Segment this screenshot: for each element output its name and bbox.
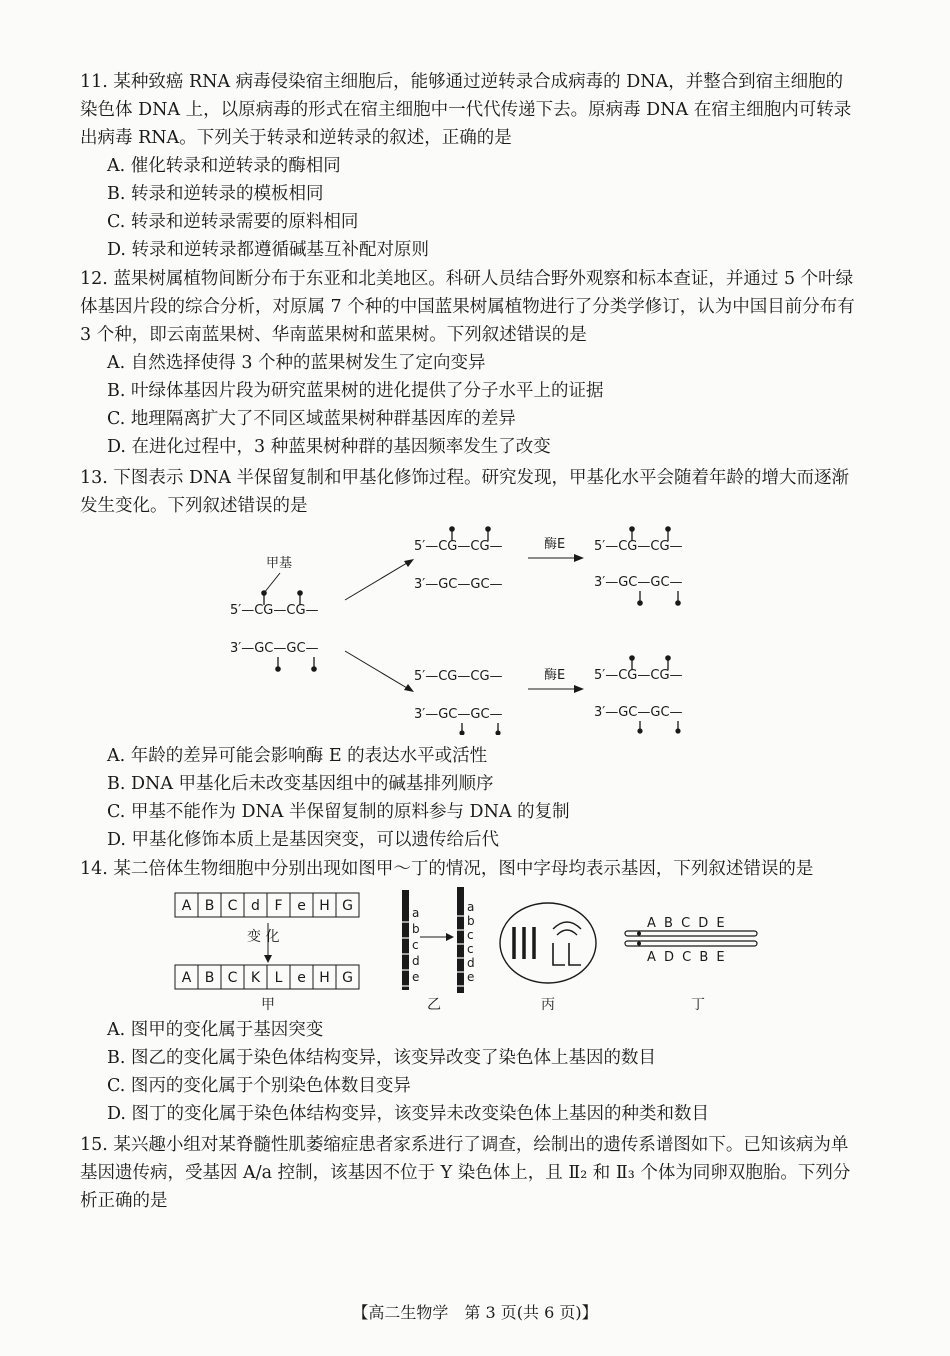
chromosome-gene-letter: e (412, 970, 420, 984)
jia-after-gene-row (175, 965, 359, 989)
question-13-option-b: B. DNA 甲基化后未改变基因组中的碱基排列顺序 (107, 774, 494, 794)
question-14-options (80, 1016, 860, 1128)
daughter2-strand-top: 5′—CG—CG— (414, 669, 503, 684)
gene-letter: d (251, 898, 260, 914)
chromosome-gene-letter: d (467, 956, 475, 970)
chromosome-gene-letter: c (467, 942, 474, 956)
question-14-option-a: A. 图甲的变化属于基因突变 (107, 1020, 324, 1040)
question-12-stem: 12. 蓝果树属植物间断分布于东亚和北美地区。科研人员结合野外观察和标本查证，并通过 5 个叶绿体基因片段的综合分析，对原属 7 个种的中国蓝果树属植物进行了分类学修订，认为中国目前分布有 3 个种，即云南蓝果树、华南蓝果树和蓝果树。下列叙述错误的是 (80, 269, 855, 345)
question-11-option-c: C. 转录和逆转录需要的原料相同 (107, 212, 359, 232)
gene-letter: A (181, 970, 192, 986)
gene-letter: C (227, 898, 238, 914)
daughter1-strand-bottom: 3′—GC—GC— (414, 577, 503, 592)
question-14-option-c: C. 图丙的变化属于个别染色体数目变异 (107, 1076, 411, 1096)
jia-before-gene-row (175, 893, 359, 917)
question-14-option-b: B. 图乙的变化属于染色体结构变异，该变异改变了染色体上基因的数目 (107, 1048, 656, 1068)
daughter2-strand-bottom: 3′—GC—GC— (414, 707, 503, 722)
question-14 (80, 855, 860, 883)
gene-letter: e (297, 970, 306, 986)
gene-letter: G (342, 970, 353, 986)
gene-letter: B (204, 898, 215, 914)
chromosome-gene-letter: c (467, 928, 474, 942)
daughter1-strand-top: 5′—CG—CG— (414, 539, 503, 554)
chromosome-gene-letter: e (467, 970, 475, 984)
gene-letter: A (181, 898, 192, 914)
question-14-option-d: D. 图丁的变化属于染色体结构变异，该变异未改变染色体上基因的种类和数目 (107, 1104, 710, 1124)
chromosome-gene-letter: d (412, 954, 420, 968)
question-11-option-a: A. 催化转录和逆转录的酶相同 (107, 156, 341, 176)
question-11-stem: 11. 某种致癌 RNA 病毒侵染宿主细胞后，能够通过逆转录合成病毒的 DNA，并整合到宿主细胞的染色体 DNA 上，以原病毒的形式在宿主细胞中一代代传递下去。原病毒 DNA 在宿主细胞内可转录出病毒 RNA。下列关于转录和逆转录的叙述，正确的是 (80, 72, 852, 148)
question-14-stem: 14. 某二倍体生物细胞中分别出现如图甲～丁的情况，图中字母均表示基因，下列叙述错误的是 (80, 859, 814, 879)
gene-letter: H (319, 970, 330, 986)
question-13-options (80, 742, 860, 854)
question-12-option-a: A. 自然选择使得 3 个种的蓝果树发生了定向变异 (107, 353, 486, 373)
question-12 (80, 265, 860, 461)
result1-strand-top: 5′—CG—CG— (594, 539, 683, 554)
question-13-option-d: D. 甲基化修饰本质上是基因突变，可以遗传给后代 (107, 830, 500, 850)
question-15 (80, 1131, 860, 1215)
gene-letter: K (250, 970, 261, 986)
question-12-option-d: D. 在进化过程中，3 种蓝果树种群的基因频率发生了改变 (107, 437, 551, 457)
chromosome-gene-letter: b (412, 922, 420, 936)
chromosome-gene-letter: c (412, 938, 419, 952)
label-ding: 丁 (691, 997, 705, 1013)
gene-letter: e (297, 898, 306, 914)
ding-bottom-chromosome (625, 941, 757, 946)
chromosome-gene-letter: a (467, 900, 475, 914)
label-bing: 丙 (541, 997, 555, 1013)
question-13-stem: 13. 下图表示 DNA 半保留复制和甲基化修饰过程。研究发现，甲基化水平会随着年龄的增大而逐渐发生变化。下列叙述错误的是 (80, 468, 849, 516)
yi-right-chromosome (457, 887, 464, 993)
yi-left-chromosome (402, 890, 409, 990)
question-11 (80, 68, 860, 264)
enzyme-label-bottom: 酶E (544, 668, 566, 683)
question-11-option-b: B. 转录和逆转录的模板相同 (107, 184, 324, 204)
gene-letter: G (342, 898, 353, 914)
ding-bottom-genes: A D C B E (647, 950, 727, 965)
question-13 (80, 464, 860, 520)
question-11-option-d: D. 转录和逆转录都遵循碱基互补配对原则 (107, 240, 430, 260)
gene-letter: F (274, 898, 283, 914)
gene-letter: H (319, 898, 330, 914)
question-13-option-a: A. 年龄的差异可能会影响酶 E 的表达水平或活性 (107, 746, 488, 766)
label-jia: 甲 (261, 997, 275, 1013)
figure-chromosome-variation (165, 885, 775, 1015)
question-13-option-c: C. 甲基不能作为 DNA 半保留复制的原料参与 DNA 的复制 (107, 802, 570, 822)
enzyme-label-top: 酶E (544, 537, 566, 552)
parent-strand-bottom: 3′—GC—GC— (230, 641, 319, 656)
page-footer: 【高二生物学 第 3 页(共 6 页)】 (352, 1303, 598, 1322)
question-12-option-b: B. 叶绿体基因片段为研究蓝果树的进化提供了分子水平上的证据 (107, 381, 604, 401)
chromosome-gene-letter: a (412, 906, 420, 920)
figure-dna-methylation (200, 515, 720, 735)
label-yi: 乙 (427, 997, 441, 1013)
methyl-label: 甲基 (266, 556, 293, 571)
gene-letter: B (204, 970, 215, 986)
jia-arrow-label: 变 化 (247, 929, 280, 945)
parent-strand-top: 5′—CG—CG— (230, 603, 319, 618)
result1-strand-bottom: 3′—GC—GC— (594, 575, 683, 590)
result2-strand-bottom: 3′—GC—GC— (594, 705, 683, 720)
result2-strand-top: 5′—CG—CG— (594, 668, 683, 683)
ding-top-genes: A B C D E (647, 916, 727, 931)
chromosome-gene-letter: b (467, 914, 475, 928)
gene-letter: L (274, 970, 283, 986)
gene-letter: C (227, 970, 238, 986)
question-15-stem: 15. 某兴趣小组对某脊髓性肌萎缩症患者家系进行了调查，绘制出的遗传系谱图如下。已知该病为单基因遗传病，受基因 A/a 控制，该基因不位于 Y 染色体上，且 Ⅱ₂ 和 Ⅱ₃ 个体为同卵双胞胎。下列分析正确的是 (80, 1135, 851, 1211)
question-12-option-c: C. 地理隔离扩大了不同区域蓝果树种群基因库的差异 (107, 409, 516, 429)
ding-top-chromosome (625, 931, 757, 936)
